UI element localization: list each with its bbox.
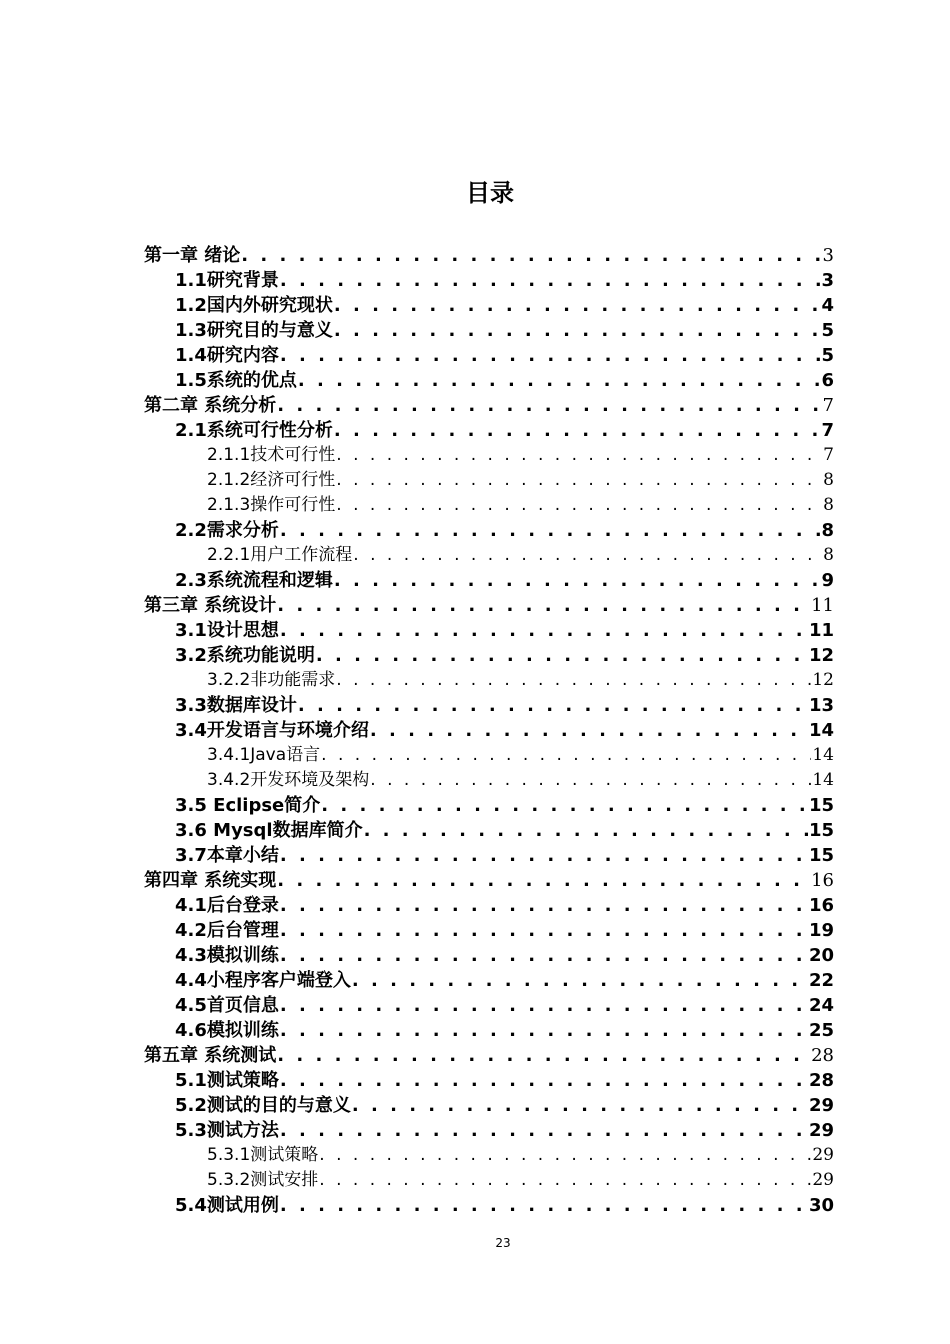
- toc-entry-title: 2.1.2经济可行性: [207, 470, 336, 490]
- toc-entry-title: 3.5 Eclipse简介: [175, 795, 321, 816]
- toc-entry[interactable]: [144, 1068, 834, 1093]
- toc-entry[interactable]: [144, 968, 834, 993]
- toc-entry[interactable]: [144, 568, 834, 593]
- toc-entry-page: 3: [821, 270, 834, 291]
- toc-entry[interactable]: [144, 1043, 834, 1068]
- toc-entry-title: 5.4测试用例: [175, 1195, 279, 1216]
- toc-entry-title: 1.4研究内容: [175, 345, 279, 366]
- toc-entry-page: 20: [808, 945, 834, 966]
- toc-entry-title: 5.3.2测试安排: [207, 1170, 319, 1190]
- toc-entry-page: 29: [812, 1170, 834, 1190]
- toc-entry-page: 11: [811, 595, 834, 616]
- toc-entry[interactable]: [144, 268, 834, 293]
- toc-entry-title: 第三章 系统设计: [144, 595, 277, 616]
- toc-entry-page: 11: [808, 620, 834, 641]
- toc-entry-page: 16: [811, 870, 834, 891]
- toc-entry-title: 3.2系统功能说明: [175, 645, 315, 666]
- toc-leader-dots: [336, 668, 811, 693]
- toc-entry-page: 13: [808, 695, 834, 716]
- toc-entry-page: 29: [808, 1095, 834, 1116]
- toc-entry-page: 30: [808, 1195, 834, 1216]
- toc-entry[interactable]: [144, 693, 834, 718]
- toc-leader-dots: [280, 518, 821, 543]
- toc-entry-title: 2.2需求分析: [175, 520, 279, 541]
- toc-entry-page: 4: [821, 295, 834, 316]
- toc-entry-page: 25: [808, 1020, 834, 1041]
- toc-entry-page: 28: [808, 1070, 834, 1091]
- toc-leader-dots: [352, 1093, 808, 1118]
- toc-entry-title: 5.3.1测试策略: [207, 1145, 319, 1165]
- toc-leader-dots: [298, 368, 821, 393]
- toc-entry-title: 2.1.3操作可行性: [207, 495, 336, 515]
- toc-entry-title: 3.2.2非功能需求: [207, 670, 336, 690]
- toc-leader-dots: [319, 1168, 811, 1193]
- toc-entry[interactable]: [144, 543, 834, 568]
- toc-entry-page: 9: [821, 570, 834, 591]
- toc-entry-title: 5.3测试方法: [175, 1120, 279, 1141]
- toc-leader-dots: [370, 718, 808, 743]
- toc-leader-dots: [352, 968, 808, 993]
- toc-entry[interactable]: [144, 718, 834, 743]
- toc-entry-title: 1.2国内外研究现状: [175, 295, 333, 316]
- toc-entry[interactable]: [144, 618, 834, 643]
- toc-entry-title: 1.3研究目的与意义: [175, 320, 333, 341]
- toc-entry-page: 6: [821, 370, 834, 391]
- toc-entry-title: 3.7本章小结: [175, 845, 279, 866]
- toc-entry-page: 12: [808, 645, 834, 666]
- toc-leader-dots: [316, 643, 808, 668]
- toc-entry-title: 3.4.1Java语言: [207, 745, 321, 765]
- toc-entry[interactable]: [144, 518, 834, 543]
- toc-entry-page: 14: [808, 720, 834, 741]
- toc-leader-dots: [336, 443, 822, 468]
- toc-entry[interactable]: [144, 993, 834, 1018]
- toc-entry[interactable]: [144, 1018, 834, 1043]
- toc-leader-dots: [280, 618, 808, 643]
- toc-entry-page: 7: [821, 420, 834, 441]
- toc-entry-title: 第五章 系统测试: [144, 1045, 277, 1066]
- toc-entry-title: 2.3系统流程和逻辑: [175, 570, 333, 591]
- toc-entry-title: 1.1研究背景: [175, 270, 279, 291]
- toc-leader-dots: [334, 568, 821, 593]
- toc-entry-title: 3.3数据库设计: [175, 695, 297, 716]
- toc-leader-dots: [280, 943, 808, 968]
- toc-entry-page: 8: [823, 545, 834, 565]
- toc-entry-title: 1.5系统的优点: [175, 370, 297, 391]
- page-number: 23: [495, 1236, 511, 1250]
- toc-entry-title: 第四章 系统实现: [144, 870, 277, 891]
- toc-entry[interactable]: [144, 393, 834, 418]
- toc-leader-dots: [280, 1018, 808, 1043]
- toc-entry-page: 3: [822, 245, 834, 266]
- toc-entry[interactable]: [144, 418, 834, 443]
- toc-leader-dots: [336, 468, 822, 493]
- toc-entry-title: 5.2测试的目的与意义: [175, 1095, 351, 1116]
- toc-entry-title: 2.1系统可行性分析: [175, 420, 333, 441]
- toc-entry-page: 5: [821, 320, 834, 341]
- toc-entry[interactable]: [144, 1193, 834, 1218]
- toc-leader-dots: [277, 593, 810, 618]
- toc-entry[interactable]: [144, 493, 834, 518]
- toc-entry-page: 8: [823, 470, 834, 490]
- toc-entry[interactable]: [144, 843, 834, 868]
- toc-leader-dots: [280, 268, 821, 293]
- toc-entry-page: 28: [811, 1045, 834, 1066]
- toc-entry-page: 22: [808, 970, 834, 991]
- toc-entry-page: 29: [808, 1120, 834, 1141]
- toc-entry-title: 5.1测试策略: [175, 1070, 279, 1091]
- toc-entry[interactable]: [144, 368, 834, 393]
- toc-leader-dots: [277, 868, 810, 893]
- toc-entry[interactable]: [144, 243, 834, 268]
- toc-leader-dots: [334, 418, 821, 443]
- toc-leader-dots: [277, 1043, 810, 1068]
- toc-entry-title: 第一章 绪论: [144, 245, 241, 266]
- toc-leader-dots: [280, 918, 808, 943]
- toc-leader-dots: [364, 818, 808, 843]
- toc-leader-dots: [298, 693, 808, 718]
- toc-leader-dots: [277, 393, 821, 418]
- toc-leader-dots: [280, 1193, 808, 1218]
- toc-entry-page: 15: [808, 795, 834, 816]
- toc-leader-dots: [353, 543, 822, 568]
- toc-entry-title: 3.4.2开发环境及架构: [207, 770, 370, 790]
- toc-entry-title: 2.1.1技术可行性: [207, 445, 336, 465]
- toc-entry[interactable]: [144, 668, 834, 693]
- toc-entry-title: 4.5首页信息: [175, 995, 279, 1016]
- toc-entry[interactable]: [144, 643, 834, 668]
- toc-leader-dots: [334, 318, 821, 343]
- toc-entry-page: 12: [812, 670, 834, 690]
- toc-entry[interactable]: [144, 318, 834, 343]
- toc-leader-dots: [370, 768, 811, 793]
- toc-entry-page: 29: [812, 1145, 834, 1165]
- toc-entry[interactable]: [144, 893, 834, 918]
- toc-leader-dots: [321, 743, 811, 768]
- table-of-contents: [144, 243, 834, 1218]
- toc-entry[interactable]: [144, 1168, 834, 1193]
- toc-entry[interactable]: [144, 743, 834, 768]
- toc-entry[interactable]: [144, 793, 834, 818]
- toc-entry-page: 8: [823, 495, 834, 515]
- toc-entry[interactable]: [144, 1093, 834, 1118]
- toc-entry[interactable]: [144, 343, 834, 368]
- toc-entry-title: 第二章 系统分析: [144, 395, 277, 416]
- toc-leader-dots: [319, 1143, 811, 1168]
- toc-entry[interactable]: [144, 593, 834, 618]
- toc-leader-dots: [336, 493, 822, 518]
- toc-entry-title: 2.2.1用户工作流程: [207, 545, 353, 565]
- toc-entry-title: 4.4小程序客户端登入: [175, 970, 351, 991]
- toc-entry-page: 16: [808, 895, 834, 916]
- toc-entry[interactable]: [144, 1118, 834, 1143]
- toc-leader-dots: [280, 993, 808, 1018]
- toc-entry-title: 4.2后台管理: [175, 920, 279, 941]
- toc-entry-title: 4.1后台登录: [175, 895, 279, 916]
- toc-entry[interactable]: [144, 818, 834, 843]
- toc-entry-page: 24: [808, 995, 834, 1016]
- toc-entry-page: 8: [821, 520, 834, 541]
- toc-entry-page: 14: [812, 745, 834, 765]
- toc-entry-page: 7: [823, 445, 834, 465]
- toc-entry[interactable]: [144, 943, 834, 968]
- toc-entry[interactable]: [144, 768, 834, 793]
- toc-entry-page: 19: [808, 920, 834, 941]
- toc-entry[interactable]: [144, 293, 834, 318]
- page-title: 目录: [466, 179, 514, 207]
- toc-entry-title: 3.4开发语言与环境介绍: [175, 720, 369, 741]
- toc-leader-dots: [321, 793, 808, 818]
- toc-entry-title: 3.6 Mysql数据库简介: [175, 820, 363, 841]
- toc-entry-page: 14: [812, 770, 834, 790]
- toc-leader-dots: [241, 243, 821, 268]
- toc-entry[interactable]: [144, 868, 834, 893]
- toc-entry-title: 4.3模拟训练: [175, 945, 279, 966]
- toc-entry-page: 7: [822, 395, 834, 416]
- toc-entry-title: 4.6模拟训练: [175, 1020, 279, 1041]
- toc-entry[interactable]: [144, 443, 834, 468]
- toc-entry[interactable]: [144, 468, 834, 493]
- toc-leader-dots: [334, 293, 821, 318]
- toc-entry-page: 15: [808, 820, 834, 841]
- toc-entry[interactable]: [144, 1143, 834, 1168]
- toc-leader-dots: [280, 893, 808, 918]
- toc-entry-title: 3.1设计思想: [175, 620, 279, 641]
- toc-leader-dots: [280, 1118, 808, 1143]
- toc-leader-dots: [280, 843, 808, 868]
- toc-entry-page: 15: [808, 845, 834, 866]
- toc-entry-page: 5: [821, 345, 834, 366]
- toc-leader-dots: [280, 343, 821, 368]
- toc-leader-dots: [280, 1068, 808, 1093]
- toc-entry[interactable]: [144, 918, 834, 943]
